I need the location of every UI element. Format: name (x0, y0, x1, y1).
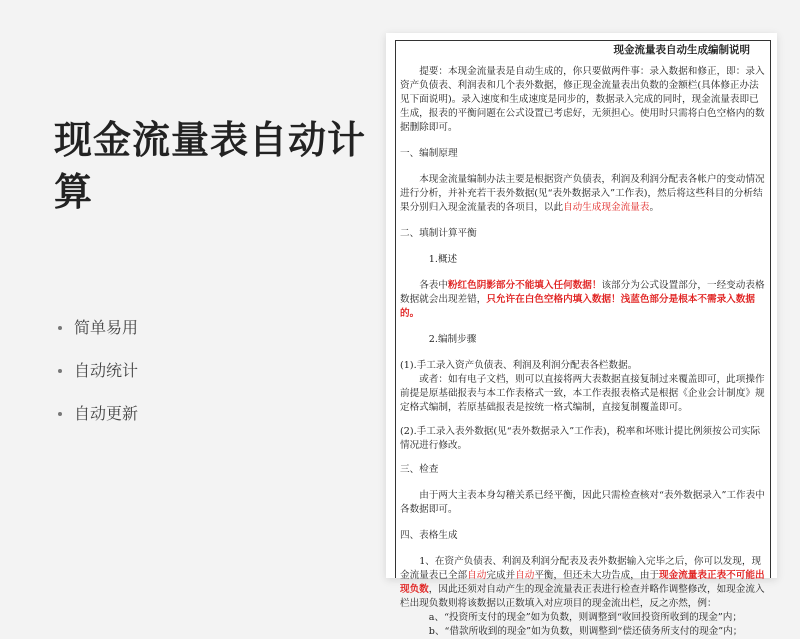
bullet-dot-icon (58, 369, 62, 373)
slide-left-panel (0, 0, 380, 613)
step-1-alt: 或者：如有电子文档，则可以直接将两大表数据直接复制过来覆盖即可，此项操作前提是原基础报表与本工作表格式一致，本工作表报表格式是根据《企业会计制度》规定格式编制，若原基础报表是按统一格式编制，直接复制覆盖即可。 (400, 374, 765, 413)
step-2: (2).手工录入表外数据(见“表外数据录入”工作表)，税率和坏账计提比例须按公司实际情况进行修改。 (400, 426, 761, 451)
overview-paragraph: 各表中粉红色阴影部分不能填入任何数据！该部分为公式设置部分，一经变动表格数据就会出现差错，只允许在白色空格内填入数据！浅蓝色部分是根本不需录入数据的。 (400, 280, 765, 319)
example-a: a、“投资所支付的现金”如为负数，则调整到“收回投资所收到的现金”内； (428, 612, 742, 623)
section-heading-balance: 二、填制计算平衡 (400, 228, 477, 239)
principle-paragraph: 本现金流量编制办法主要是根据资产负债表，利润及利润分配表各帐户的变动情况进行分析，并补充若干表外数据(见“表外数据录入”工作表)，然后将这些科目的分析结果分别归入现金流量表的各项目，以此自动生成现金流量表。 (400, 174, 765, 213)
feature-label: 自动统计 (74, 360, 139, 380)
document-title: 现金流量表自动生成编制说明 (613, 44, 750, 56)
section-heading-generate: 四、表格生成 (400, 530, 458, 541)
section-heading-check: 三、检查 (400, 464, 439, 475)
section-heading-principle: 一、编制原理 (400, 148, 458, 159)
step-1: (1).手工录入资产负债表、利润及利润分配表各栏数据。 (400, 360, 638, 371)
feature-list (58, 306, 138, 435)
document-frame (395, 40, 771, 637)
feature-label: 自动更新 (74, 403, 139, 423)
document-preview (386, 33, 777, 637)
feature-item (58, 306, 138, 349)
subsection-overview: 1.概述 (428, 254, 458, 265)
bullet-dot-icon (58, 412, 62, 416)
subsection-steps: 2.编制步骤 (428, 334, 477, 345)
feature-item (58, 392, 138, 435)
slide-title: 现金流量表自动计算 (54, 118, 367, 214)
feature-label: 简单易用 (74, 317, 139, 337)
check-paragraph: 由于两大主表本身勾稽关系已经平衡，因此只需检查核对“表外数据录入”工作表中各数据即可。 (400, 490, 765, 515)
feature-item (58, 349, 138, 392)
generate-paragraph: 1、在资产负债表、利润及利润分配表及表外数据输入完毕之后，你可以发现，现金流量表已全部自动完成并自动平衡，但还未大功告成，由于现金流量表正表不可能出现负数，因此还须对自动产生的现金流量表正表进行检查并略作调整修改，如现金流入栏出现负数则将该数据以正数填入对应项目的现金流出栏，反之亦然，例： (400, 556, 765, 609)
intro-paragraph: 提要：本现金流量表是自动生成的，你只要做两件事：录入数据和修正，即：录入资产负债表、利润表和几个表外数据，修正现金流量表出负数的金额栏(具体修正办法见下面说明)。录入速度和生成速度是同步的，数据录入完成的同时，现金流量表即已生成，报表的平衡问题在公式设置已考虑好，无须担心。使用时只需将白色空格内的数据删除即可。 (400, 66, 765, 133)
example-b: b、“借款所收到的现金”如为负数，则调整到“偿还债务所支付的现金”内； (428, 626, 743, 637)
bullet-dot-icon (58, 326, 62, 330)
